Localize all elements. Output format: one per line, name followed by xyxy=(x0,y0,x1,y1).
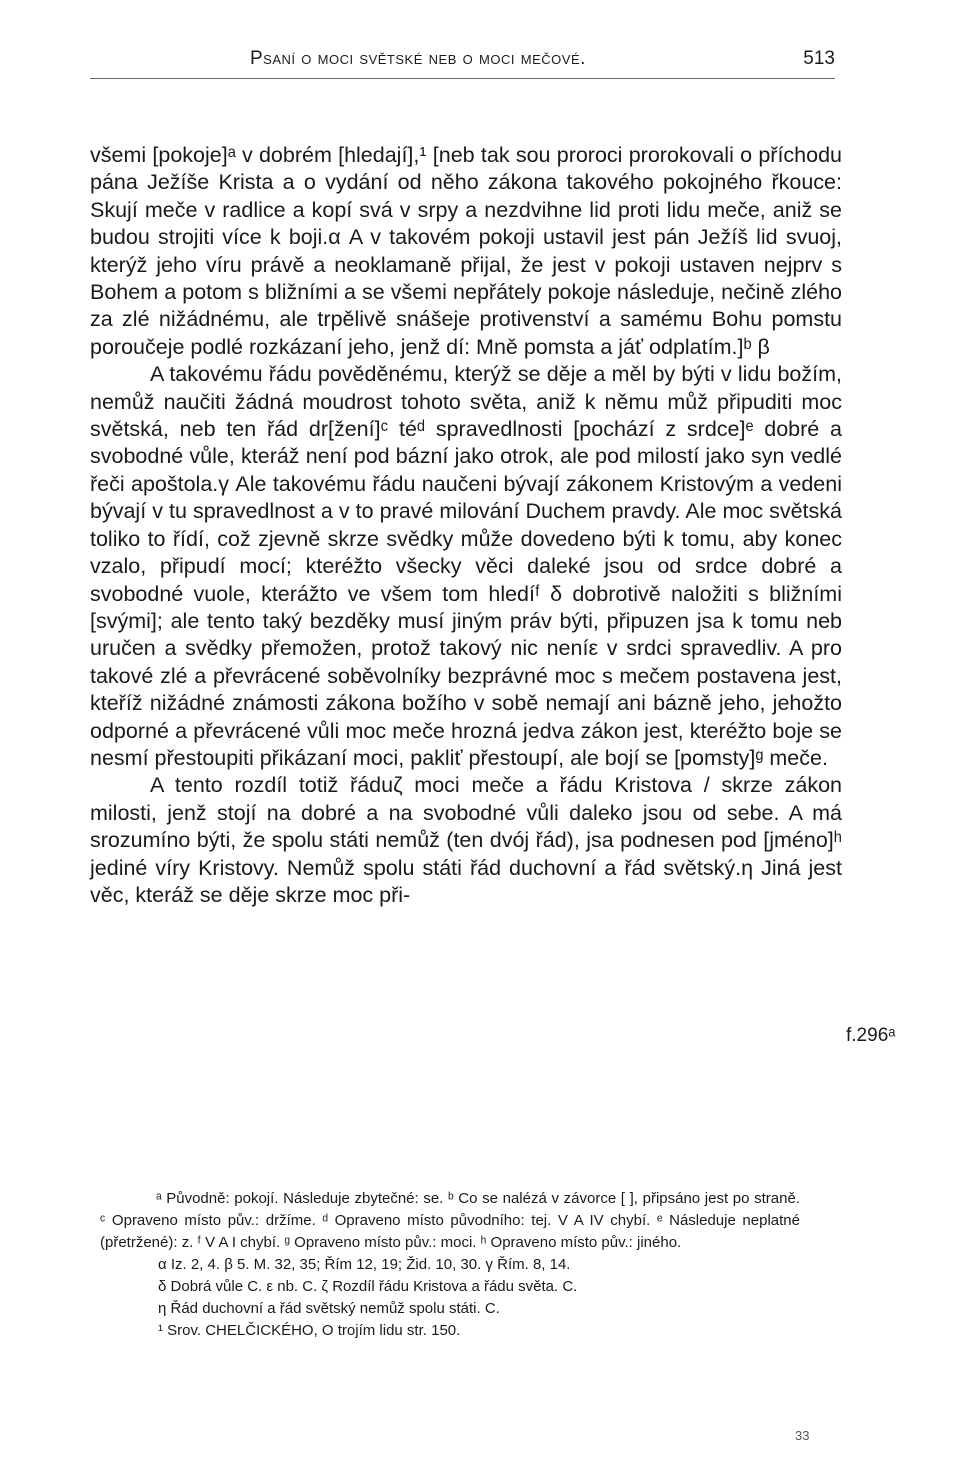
source-note-1: α Iz. 2, 4. β 5. M. 32, 35; Řím 12, 19; Žid. 10, 30. γ Řím. 8, 14. xyxy=(158,1256,571,1273)
paragraph-3: A tento rozdíl totiž řáduζ moci meče a řádu Kristova / skrze zákon milosti, jenž stojí na dobré a na svobodné vůli daleko jsou od sebe. A má srozumíno býti, že spolu státi nemůž (ten dvój řád), jsa podnesen pod [jméno]ʰ jediné víry Kristovy. Nemůž spolu státi řád duchovní a řád světský.η Jiná jest věc, kteráž se děje skrze moc při- xyxy=(90,773,842,907)
page-number: 513 xyxy=(803,48,835,69)
page-header xyxy=(90,48,835,79)
paragraph-1: všemi [pokoje]ᵃ v dobrém [hledají],¹ [neb tak sou proroci prorokovali o příchodu pána Ježíše Krista a o vydání od něho zákona takového pokojného řkouce: Skují meče v radlice a kopí svá v srpy a nezdvihne lid proti lidu meče, aniž se budou strojiti více k boji.α A v takovém pokoji ustavil jest pán Ježíš lid svuoj, kterýž jeho víru právě a neoklamaně přijal, že jest v pokoji ustaven nejprv s Bohem a potom s bližními a se všemi nepřátely pokoje následuje, nečině zlého za zlé nižádnému, ale trpělivě snášeje protivenství a samému Bohu pomstu poroučeje podlé rozkázaní jeho, jenž dí: Mně pomsta a jáť odplatím.]ᵇ β xyxy=(90,143,842,359)
source-note-4: ¹ Srov. CHELČICKÉHO, O trojím lidu str. 150. xyxy=(158,1322,461,1339)
main-text xyxy=(90,142,842,909)
running-title: Psaní o moci světské neb o moci mečové. xyxy=(250,48,586,69)
paragraph-2: A takovému řádu pověděnému, kterýž se děje a měl by býti v lidu božím, nemůž naučiti žádná moudrost tohoto světa, aniž k němu můž připuditi moc světská, neb ten řád dr[žení]ᶜ téᵈ spravedlnosti [pochází z srdce]ᵉ dobré a svobodné vůle, kteráž není pod bázní jako otrok, ale pod milostí jako syn vedlé řeči apoštola.γ Ale takovému řádu naučeni bývají zákonem Kristovým a vedeni bývají v tu spravedlnost a v to pravé milování Duchem pravdy. Ale moc světská toliko to řídí, což zjevně skrze svědky může dovedeno býti k tomu, aby konec vzalo, připudí mocí; kteréžto všecky věci daleké jsou od srdce dobré a svobodné vuole, kterážto ve všem tom hledíᶠ δ dobrotivě naložiti s bližními [svými]; ale tento taký bezděky musí jiným práv býti, připuzen jsa k tomu neb uručen a svědky přemožen, protož takový nic neníε v srdci spravedliv. A pro takové zlé a převrácené soběvolníky bezprávné moc s mečem postavena jest, kteříž nižádné známosti zákona božího v sobě nemají ani bázně jeho, jehožto odporné a převrácené vůli moc meče hrozná jedva zákon jest, kteréžto boje se nesmí přestoupiti přikázaní moci, pakliť přestoupí, ale bojí se [pomsty]ᵍ meče. xyxy=(90,362,842,770)
source-note-3: η Řád duchovní a řád světský nemůž spolu státi. C. xyxy=(158,1300,500,1317)
folio-margin-note: f.296ᵃ xyxy=(846,1025,896,1046)
printer-signature-mark: 33 xyxy=(795,1428,810,1443)
footnotes xyxy=(100,1188,800,1342)
source-note-2: δ Dobrá vůle C. ε nb. C. ζ Rozdíl řádu Kristova a řádu světa. C. xyxy=(158,1278,578,1295)
critical-apparatus: ᵃ Původně: pokojí. Následuje zbytečné: se. ᵇ Co se nalézá v závorce [ ], připsáno jest po straně. ᶜ Opraveno místo pův.: držíme. ᵈ Opraveno místo původního: tej. V A IV chybí. ᵉ Následuje neplatné (přetržené): z. ᶠ V A I chybí. ᵍ Opraveno místo pův.: moci. ʰ Opraveno místo pův.: jiného. xyxy=(100,1190,800,1251)
